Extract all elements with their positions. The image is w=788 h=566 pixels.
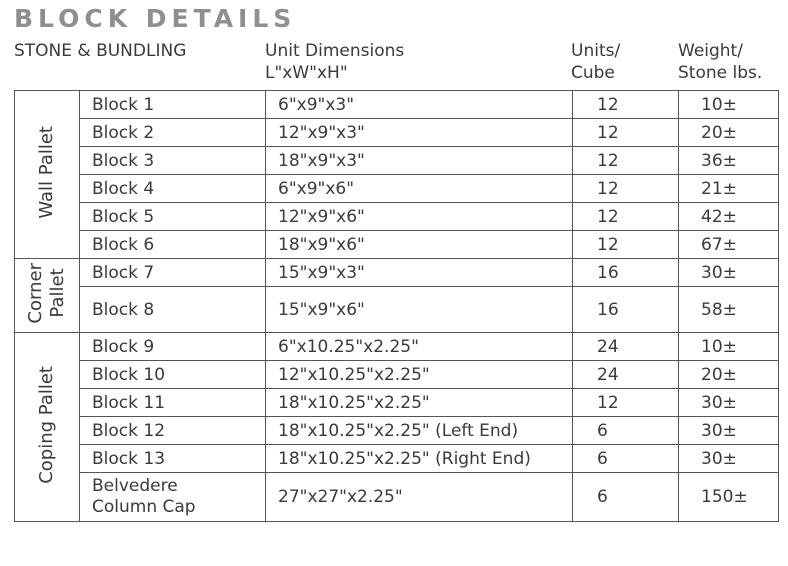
block-name: Block 2 [80, 119, 266, 147]
header-weight-line1: Weight/ [678, 41, 743, 61]
block-dimensions: 6"x10.25"x2.25" [266, 333, 573, 361]
header-units-line1: Units/ [571, 41, 621, 61]
header-weight-per-stone [678, 40, 762, 84]
group-wall-pallet [15, 91, 80, 259]
table-row [15, 203, 779, 231]
block-units: 12 [573, 91, 679, 119]
table-row [15, 231, 779, 259]
block-weight: 58± [679, 287, 779, 333]
block-weight: 67± [679, 231, 779, 259]
header-units-line2: Cube [571, 63, 615, 83]
block-name-line1: Belvedere [92, 476, 178, 496]
page-title: BLOCK DETAILS [14, 4, 297, 33]
group-corner-pallet [15, 259, 80, 333]
block-weight: 42± [679, 203, 779, 231]
table-row [15, 333, 779, 361]
table-row [15, 445, 779, 473]
block-units: 24 [573, 361, 679, 389]
block-dimensions: 18"x9"x6" [266, 231, 573, 259]
group-label-corner-pallet [25, 263, 69, 324]
block-name: Block 3 [80, 147, 266, 175]
table-row [15, 147, 779, 175]
block-name: Block 11 [80, 389, 266, 417]
table-row [15, 175, 779, 203]
table-row [15, 417, 779, 445]
block-units: 16 [573, 259, 679, 287]
header-dims-line2: L"xW"xH" [265, 63, 348, 83]
block-dimensions: 18"x10.25"x2.25" (Right End) [266, 445, 573, 473]
block-units: 12 [573, 175, 679, 203]
block-name: Block 6 [80, 231, 266, 259]
block-name: Block 5 [80, 203, 266, 231]
block-weight: 30± [679, 445, 779, 473]
block-units: 6 [573, 417, 679, 445]
block-weight: 21± [679, 175, 779, 203]
block-dimensions: 12"x9"x3" [266, 119, 573, 147]
block-weight: 30± [679, 259, 779, 287]
group-label-wall-pallet: Wall Pallet [36, 125, 57, 219]
corner-label-line2: Pallet [47, 268, 68, 318]
block-dimensions: 12"x10.25"x2.25" [266, 361, 573, 389]
block-weight: 10± [679, 91, 779, 119]
block-units: 16 [573, 287, 679, 333]
block-details-table [14, 90, 779, 522]
group-coping-pallet [15, 333, 80, 522]
block-name: Block 12 [80, 417, 266, 445]
block-dimensions: 27"x27"x2.25" [266, 473, 573, 522]
block-name: Block 10 [80, 361, 266, 389]
table-row [15, 473, 779, 522]
block-weight: 10± [679, 333, 779, 361]
block-dimensions: 18"x9"x3" [266, 147, 573, 175]
block-name: Block 7 [80, 259, 266, 287]
block-units: 6 [573, 445, 679, 473]
table-row [15, 259, 779, 287]
block-units: 12 [573, 147, 679, 175]
block-units: 12 [573, 231, 679, 259]
block-name [80, 473, 266, 522]
block-units: 12 [573, 389, 679, 417]
header-weight-line2: Stone lbs. [678, 63, 763, 83]
block-units: 12 [573, 203, 679, 231]
corner-label-line1: Corner [25, 262, 46, 324]
table-row [15, 287, 779, 333]
group-label-coping-pallet: Coping Pallet [36, 365, 57, 484]
block-name: Block 1 [80, 91, 266, 119]
header-stone-bundling [14, 40, 186, 62]
block-units: 6 [573, 473, 679, 522]
block-weight: 30± [679, 389, 779, 417]
header-stone-label: STONE & BUNDLING [14, 41, 187, 61]
block-units: 12 [573, 119, 679, 147]
block-name: Block 9 [80, 333, 266, 361]
block-weight: 36± [679, 147, 779, 175]
header-dims-line1: Unit Dimensions [265, 41, 405, 61]
block-dimensions: 6"x9"x6" [266, 175, 573, 203]
table-row [15, 361, 779, 389]
header-units-per-cube [571, 40, 620, 84]
block-name: Block 13 [80, 445, 266, 473]
block-name-line2: Column Cap [92, 497, 196, 517]
block-dimensions: 15"x9"x6" [266, 287, 573, 333]
block-name: Block 4 [80, 175, 266, 203]
table-row [15, 389, 779, 417]
block-dimensions: 12"x9"x6" [266, 203, 573, 231]
block-units: 24 [573, 333, 679, 361]
block-dimensions: 18"x10.25"x2.25" (Left End) [266, 417, 573, 445]
table-row [15, 119, 779, 147]
block-name: Block 8 [80, 287, 266, 333]
block-dimensions: 18"x10.25"x2.25" [266, 389, 573, 417]
table-row [15, 91, 779, 119]
block-weight: 20± [679, 119, 779, 147]
block-weight: 150± [679, 473, 779, 522]
block-dimensions: 15"x9"x3" [266, 259, 573, 287]
header-unit-dimensions [265, 40, 404, 84]
block-dimensions: 6"x9"x3" [266, 91, 573, 119]
block-weight: 20± [679, 361, 779, 389]
block-weight: 30± [679, 417, 779, 445]
